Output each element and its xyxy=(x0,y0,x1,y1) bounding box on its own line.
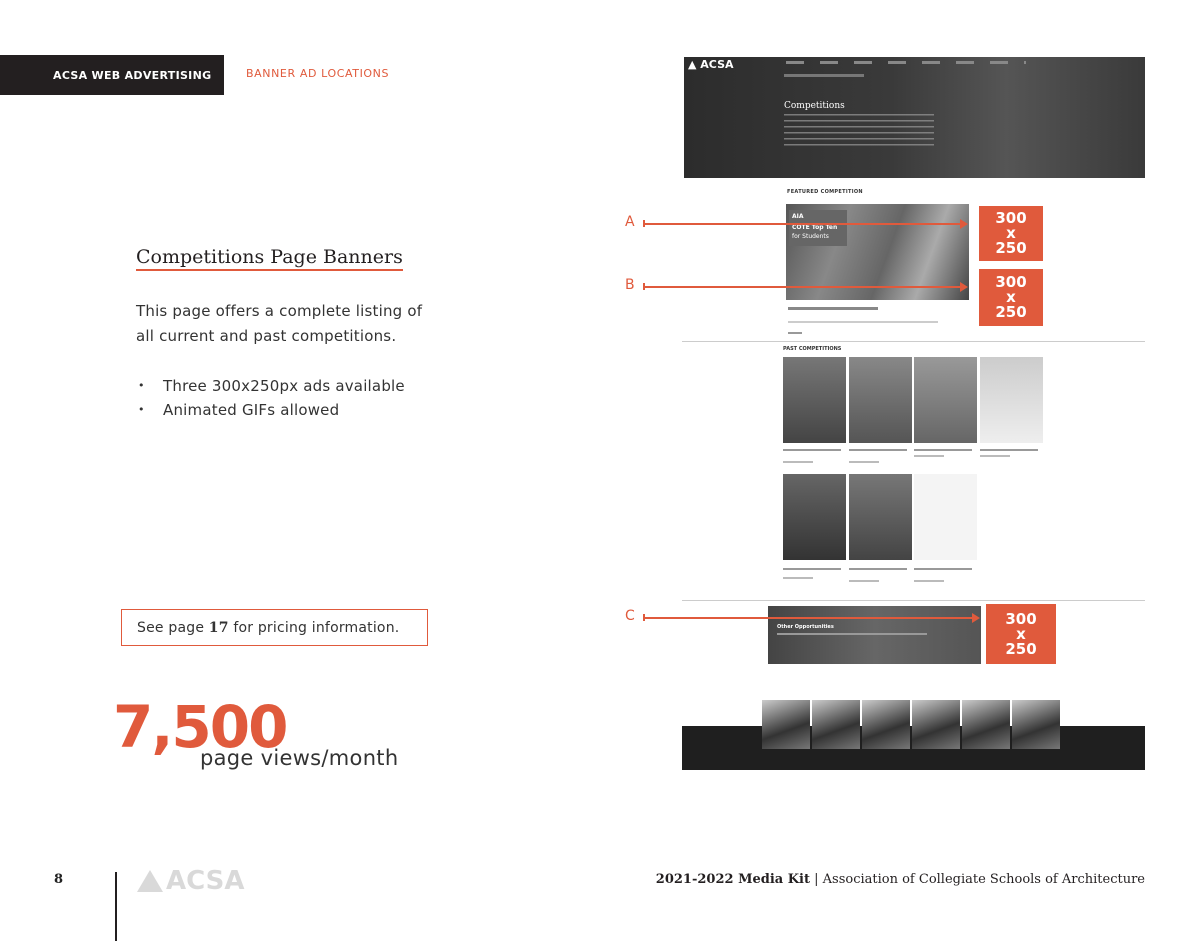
footer-divider xyxy=(115,872,117,941)
badge-line: AIA xyxy=(792,213,804,220)
thumb-caption xyxy=(783,568,841,570)
thumb-subcaption xyxy=(783,461,813,463)
featured-badge xyxy=(789,210,847,246)
stat-value: 7,500 xyxy=(113,693,287,761)
photo xyxy=(1012,700,1060,749)
arrow-c xyxy=(644,617,974,619)
pricing-suffix: for pricing information. xyxy=(233,619,400,636)
divider xyxy=(682,341,1145,342)
ad-size-x: x xyxy=(1006,288,1016,306)
thumb-caption xyxy=(849,449,907,451)
photo xyxy=(862,700,910,749)
thumb-subcaption xyxy=(849,461,879,463)
thumb-subcaption xyxy=(914,580,944,582)
description: This page offers a complete listing of all current and past competitions. xyxy=(136,302,423,345)
site-nav xyxy=(786,61,1026,64)
photo xyxy=(912,700,960,749)
footer-text xyxy=(656,872,1145,887)
competition-thumb xyxy=(914,474,977,560)
competition-thumb xyxy=(783,357,846,443)
competition-thumb xyxy=(980,357,1043,443)
breadcrumb xyxy=(784,74,864,77)
thumb-subcaption xyxy=(980,455,1010,457)
ad-size-width: 300 xyxy=(995,209,1027,227)
thumb-subcaption xyxy=(849,580,879,582)
section-tag: ACSA WEB ADVERTISING xyxy=(0,55,224,95)
featured-caption xyxy=(788,307,878,310)
featured-label: FEATURED COMPETITION xyxy=(787,189,863,195)
bullet-item: • Three 300x250px ads available xyxy=(136,374,405,398)
other-opportunities-banner xyxy=(768,606,981,664)
ad-size-x: x xyxy=(1006,224,1016,242)
competition-thumb xyxy=(849,357,912,443)
thumb-caption xyxy=(980,449,1038,451)
ad-slot-c xyxy=(984,602,1058,666)
other-title: Other Opportunities xyxy=(777,624,834,630)
competition-thumb xyxy=(783,474,846,560)
logo-text: ACSA xyxy=(166,866,245,896)
past-label: PAST COMPETITIONS xyxy=(783,346,842,352)
ad-size-height: 250 xyxy=(995,239,1027,257)
thumb-caption xyxy=(914,449,972,451)
site-logo: ▲ ACSA xyxy=(688,58,734,71)
photo xyxy=(762,700,810,749)
thumb-caption xyxy=(849,568,907,570)
competition-thumb xyxy=(914,357,977,443)
stat-unit: page views/month xyxy=(200,746,399,770)
ad-size-width: 300 xyxy=(1005,609,1037,628)
ad-slot-b xyxy=(977,267,1045,328)
featured-link xyxy=(788,332,802,334)
acsa-logo xyxy=(137,866,245,896)
arrow-b xyxy=(644,286,962,288)
footer-separator: | xyxy=(814,872,819,887)
other-text xyxy=(777,633,927,635)
hero-title: Competitions xyxy=(784,101,845,111)
badge-line: COTE Top Ten xyxy=(792,224,838,231)
bullet-item: • Animated GIFs allowed xyxy=(136,398,405,422)
thumb-caption xyxy=(783,449,841,451)
badge-line: for Students xyxy=(792,233,829,240)
bullet-list xyxy=(136,374,405,422)
arrow-a xyxy=(644,223,962,225)
hero-text xyxy=(784,114,934,150)
pricing-page: 17 xyxy=(208,619,229,636)
photo xyxy=(812,700,860,749)
page-number: 8 xyxy=(54,872,64,887)
photo-strip xyxy=(762,700,1060,749)
thumb-caption xyxy=(914,568,972,570)
pricing-prefix: See page xyxy=(137,619,205,636)
marker-b: B xyxy=(625,277,635,293)
ad-size-height: 250 xyxy=(1005,639,1037,658)
kit-title: 2021-2022 Media Kit xyxy=(655,872,810,887)
org-name: Association of Collegiate Schools of Architecture xyxy=(822,872,1145,887)
section-label: BANNER AD LOCATIONS xyxy=(246,67,390,80)
thumb-subcaption xyxy=(914,455,944,457)
triangle-icon xyxy=(137,870,163,892)
ad-slot-a xyxy=(977,204,1045,263)
pricing-note xyxy=(121,609,428,646)
ad-size-x: x xyxy=(1016,624,1026,643)
thumb-subcaption xyxy=(783,577,813,579)
featured-text xyxy=(788,321,938,323)
marker-a: A xyxy=(625,214,635,230)
marker-c: C xyxy=(625,608,635,624)
divider xyxy=(682,600,1145,601)
ad-size-width: 300 xyxy=(995,273,1027,291)
page-title: Competitions Page Banners xyxy=(136,246,403,271)
competition-thumb xyxy=(849,474,912,560)
ad-size-height: 250 xyxy=(995,303,1027,321)
photo xyxy=(962,700,1010,749)
